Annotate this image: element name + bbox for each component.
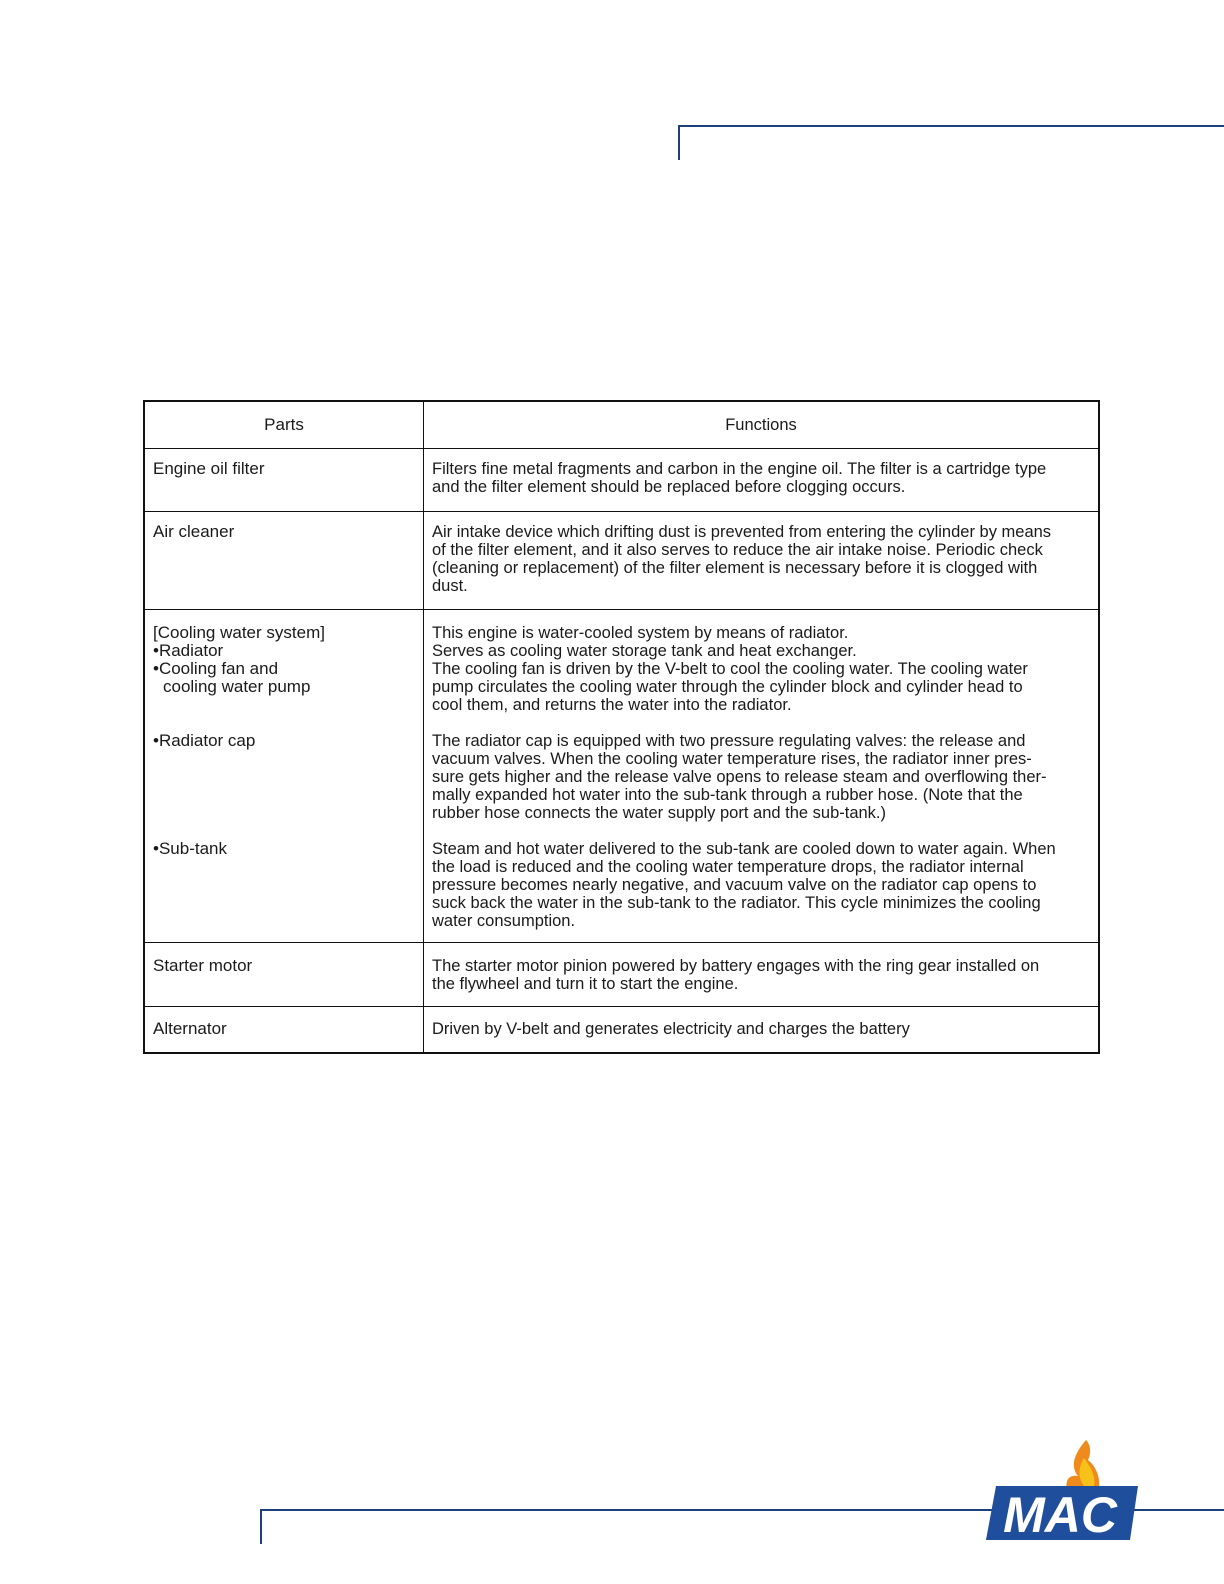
- function-text: the load is reduced and the cooling water temperature drops, the radiator internal: [432, 858, 1024, 876]
- logo-trademark: TM: [1132, 1534, 1141, 1540]
- header-parts: Parts: [145, 402, 424, 448]
- part-name: •Radiator: [153, 641, 224, 660]
- function-text: mally expanded hot water into the sub-tank through a rubber hose. (Note that the: [432, 786, 1023, 804]
- mac-logo: [982, 1436, 1144, 1544]
- part-name: •Radiator cap: [153, 731, 256, 750]
- part-cell: [145, 943, 424, 1006]
- function-text: Steam and hot water delivered to the sub-tank are cooled down to water again. When: [432, 840, 1056, 858]
- table-row-air-cleaner: [145, 511, 1098, 609]
- frame-tick-bottom: [260, 1509, 262, 1544]
- part-name: Engine oil filter: [153, 459, 265, 478]
- function-text: the flywheel and turn it to start the engine.: [432, 975, 739, 993]
- table-row-engine-oil-filter: [145, 448, 1098, 511]
- function-text: This engine is water-cooled system by means of radiator.: [432, 624, 849, 642]
- function-text: pump circulates the cooling water through the cylinder block and cylinder head to: [432, 678, 1023, 696]
- table-header-row: [145, 402, 1098, 448]
- part-cell: [145, 1007, 424, 1052]
- part-name: •Sub-tank: [153, 839, 227, 858]
- function-text: sure gets higher and the release valve opens to release steam and overflowing ther-: [432, 768, 1047, 786]
- function-text: water consumption.: [432, 912, 576, 930]
- part-name: cooling water pump: [163, 677, 311, 696]
- function-text: cool them, and returns the water into the radiator.: [432, 696, 792, 714]
- table-row-starter-motor: [145, 942, 1098, 1006]
- function-text: dust.: [432, 577, 468, 595]
- part-name: Starter motor: [153, 956, 253, 975]
- function-cell: [424, 449, 1098, 511]
- part-cell: [145, 449, 424, 511]
- part-name: [Cooling water system]: [153, 623, 325, 642]
- function-text: pressure becomes nearly negative, and vacuum valve on the radiator cap opens to: [432, 876, 1037, 894]
- function-text: vacuum valves. When the cooling water temperature rises, the radiator inner pres-: [432, 750, 1032, 768]
- function-text: suck back the water in the sub-tank to the radiator. This cycle minimizes the cooling: [432, 894, 1041, 912]
- function-text: rubber hose connects the water supply port and the sub-tank.): [432, 804, 887, 822]
- frame-tick-top: [678, 125, 680, 160]
- function-text: The radiator cap is equipped with two pressure regulating valves: the release and: [432, 732, 1026, 750]
- function-text: of the filter element, and it also serves to reduce the air intake noise. Periodic check: [432, 541, 1043, 559]
- function-text: and the filter element should be replaced before clogging occurs.: [432, 478, 906, 496]
- frame-line-top: [678, 125, 1224, 127]
- function-text: Air intake device which drifting dust is prevented from entering the cylinder by means: [432, 523, 1052, 541]
- function-text: (cleaning or replacement) of the filter element is necessary before it is clogged with: [432, 559, 1038, 577]
- part-name: •Cooling fan and: [153, 659, 279, 678]
- function-cell: [424, 1007, 1098, 1052]
- header-functions: Functions: [725, 416, 797, 434]
- function-cell: [424, 512, 1098, 609]
- part-cell: [145, 512, 424, 609]
- function-text: The starter motor pinion powered by battery engages with the ring gear installed on: [432, 957, 1040, 975]
- part-name: Air cleaner: [153, 522, 235, 541]
- table-row-cooling-water-system: [145, 609, 1098, 942]
- function-cell: [424, 943, 1098, 1006]
- function-text: Serves as cooling water storage tank and heat exchanger.: [432, 642, 857, 660]
- parts-functions-table: [143, 400, 1100, 1054]
- function-text: The cooling fan is driven by the V-belt to cool the cooling water. The cooling water: [432, 660, 1028, 678]
- part-cell: [145, 610, 424, 942]
- logo-wordmark: MAC: [1003, 1487, 1117, 1543]
- table-row-alternator: [145, 1006, 1098, 1052]
- function-text: Filters fine metal fragments and carbon in the engine oil. The filter is a cartridge type: [432, 460, 1047, 478]
- function-text: Driven by V-belt and generates electricity and charges the battery: [432, 1020, 910, 1038]
- part-name: Alternator: [153, 1019, 227, 1038]
- function-cell: [424, 610, 1098, 942]
